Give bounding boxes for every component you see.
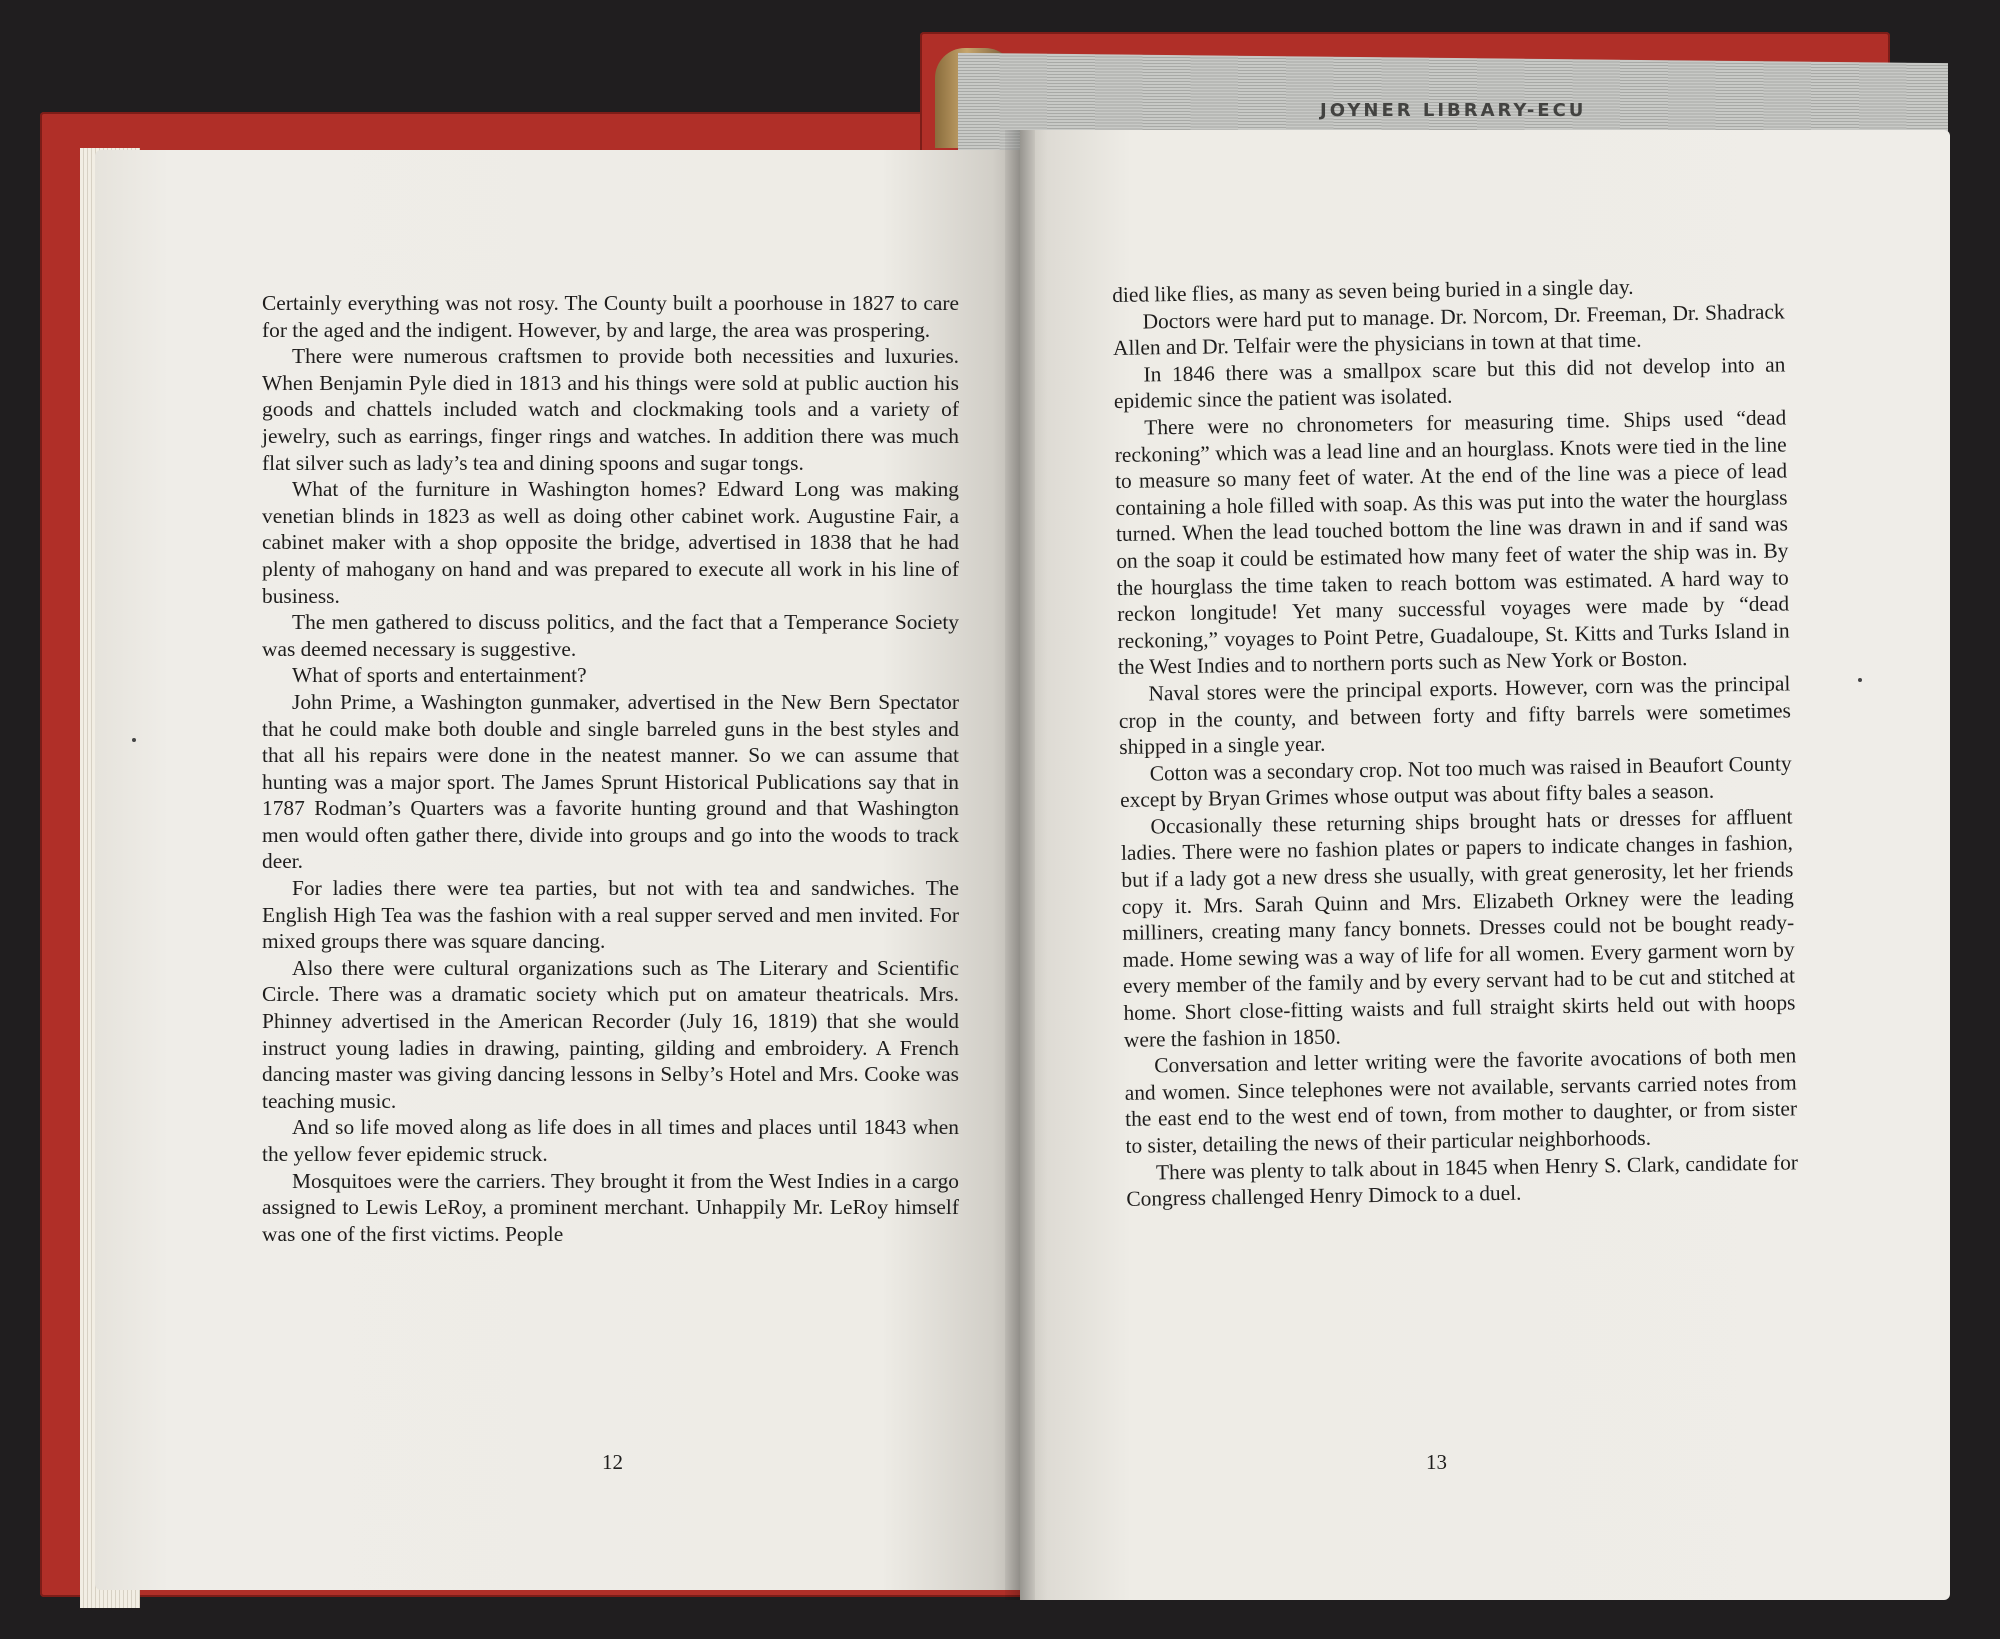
paragraph: There were numerous craftsmen to provide both necessities and luxuries. When Benjamin Pyle died in 1813 and his things were sold at public auction his goods and chattels included watch and clockmaking tools and a variety of jewelry, such as earrings, finger rings and watches. In addition there was much flat silver such as lady’s tea and dining spoons and sugar tongs. (262, 344, 959, 475)
page-number-left: 12 (602, 1450, 623, 1474)
paragraph: What of the furniture in Washington homes? Edward Long was making venetian blinds in 1823 as well as doing other cabinet work. Augustine Fair, a cabinet maker with a shop opposite the bridge, advertised in 1838 that he had plenty of mahogany on hand and was prepared to execute all work in his line of business. (262, 477, 959, 608)
paragraph: In 1846 there was a smallpox scare but this did not develop into an epidemic since the patient was isolated. (1113, 352, 1786, 414)
paragraph: Conversation and letter writing were the favorite avocations of both men and women. Since telephones were not available, servants carried notes from the east end to the west end of town, from mother to daughter, or from sister to sister, detailing the news of their particular neighborhoods. (1124, 1043, 1798, 1158)
page-number-right: 13 (1426, 1450, 1447, 1474)
paragraph: And so life moved along as life does in all times and places until 1843 when the yellow fever epidemic struck. (262, 1115, 959, 1166)
paragraph: Cotton was a secondary crop. Not too much was raised in Beaufort County except by Bryan Grimes whose output was about fifty bales a season. (1119, 751, 1792, 813)
paragraph: Naval stores were the principal exports. However, corn was the principal crop in the county, and between forty and fifty barrels were sometimes shipped in a single year. (1118, 671, 1791, 760)
paragraph: Mosquitoes were the carriers. They brought it from the West Indies in a cargo assigned to Lewis LeRoy, a prominent merchant. Unhappily Mr. LeRoy himself was one of the first victims. People (262, 1168, 959, 1246)
paper-speck (132, 738, 136, 742)
left-page-text (262, 290, 959, 1247)
paragraph: Doctors were hard put to manage. Dr. Norcom, Dr. Freeman, Dr. Shadrack Allen and Dr. Telfair were the physicians in town at that time. (1112, 299, 1785, 361)
paragraph: There was plenty to talk about in 1845 when Henry S. Clark, candidate for Congress challenged Henry Dimock to a duel. (1126, 1149, 1799, 1212)
right-page-text (1112, 271, 1799, 1212)
paragraph: What of sports and entertainment? (292, 663, 587, 688)
paragraph: Occasionally these returning ships brought hats or dresses for affluent ladies. There were no fashion plates or papers to indicate changes in fashion, but if a lady got a new dress she usually, with great generosity, let her friends copy it. Mrs. Sarah Quinn and Mrs. Elizabeth Orkney were the leading milliners, creating many fancy bonnets. Dresses could not be bought ready-made. Home sewing was a way of life for all women. Every garment worn by every member of the family and by every servant had to be cut and stitched at home. Short close-fitting waists and full straight skirts held out with hoops were the fashion in 1850. (1120, 804, 1796, 1052)
library-stamp: JOYNER LIBRARY-ECU (1320, 100, 1587, 121)
book-gutter (1005, 130, 1035, 1600)
paper-speck (1858, 678, 1862, 682)
paragraph: died like flies, as many as seven being buried in a single day. (1112, 274, 1634, 307)
paragraph: For ladies there were tea parties, but not with tea and sandwiches. The English High Tea was the fashion with a real supper served and men invited. For mixed groups there was square dancing. (262, 876, 959, 954)
paragraph: The men gathered to discuss politics, and the fact that a Temperance Society was deemed necessary is suggestive. (262, 610, 959, 661)
paragraph: Also there were cultural organizations such as The Literary and Scientific Circle. There was a dramatic society which put on amateur theatricals. Mrs. Phinney advertised in the American Recorder (July 16, 1819) that she would instruct young ladies in drawing, painting, gilding and embroidery. A French dancing master was giving dancing lessons in Selby’s Hotel and Mrs. Cooke was teaching music. (262, 955, 959, 1113)
paragraph: John Prime, a Washington gunmaker, advertised in the New Bern Spectator that he could make both double and single barreled guns in the best styles and that all his repairs were done in the neatest manner. So we can assume that hunting was a major sport. The James Sprunt Historical Publications say that in 1787 Rodman’s Quarters was a favorite hunting ground and that Washington men would often gather there, divide into groups and go into the woods to track deer. (262, 689, 959, 874)
paragraph: Certainly everything was not rosy. The County built a poorhouse in 1827 to care for the aged and the indigent. However, by and large, the area was prospering. (262, 291, 959, 342)
paragraph: There were no chronometers for measuring time. Ships used “dead reckoning” which was a lead line and an hourglass. Knots were tied in the line to measure so many feet of water. At the end of the line was a piece of lead containing a hole filled with soap. As this was put into the water the hourglass turned. When the lead touched bottom the line was drawn in and if sand was on the soap it could be estimated how many feet of water the ship was in. By the hourglass the time taken to reach bottom was estimated. A hard way to reckon longitude! Yet many successful voyages were made by “dead reckoning,” voyages to Point Petre, Guadaloupe, St. Kitts and Turks Island in the West Indies and to northern ports such as New York or Boston. (1114, 405, 1790, 680)
